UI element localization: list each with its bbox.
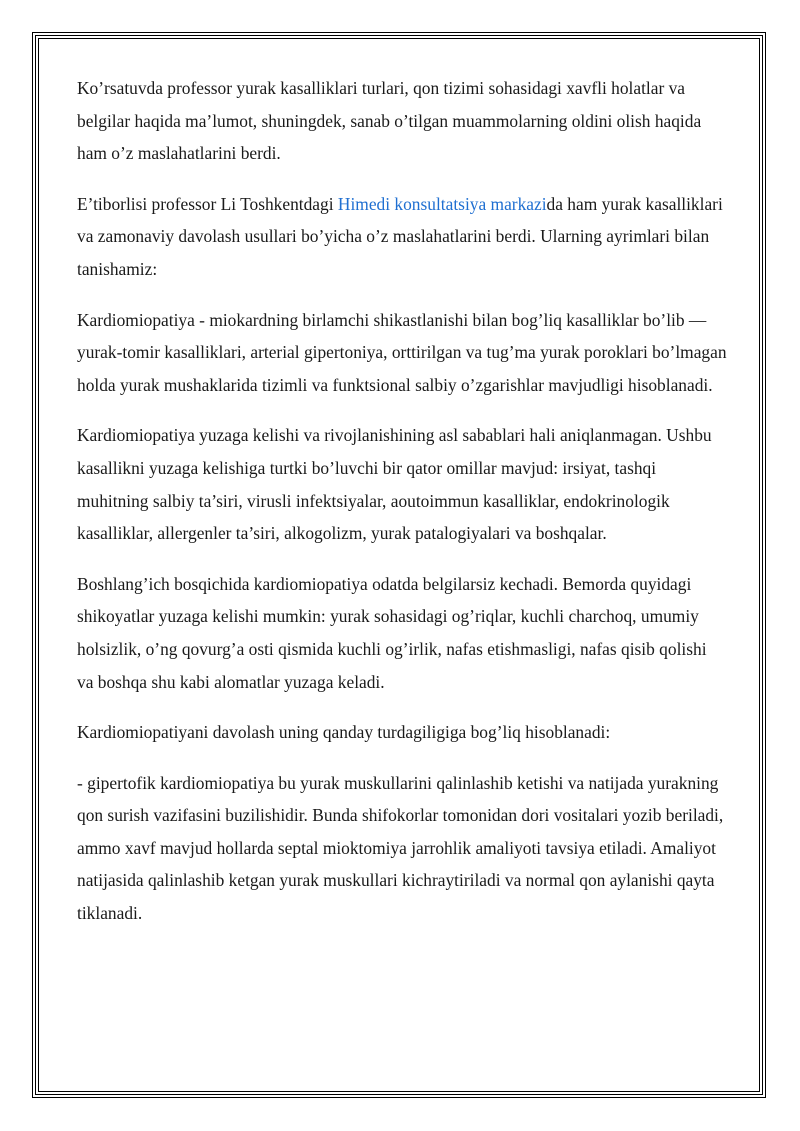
document-body bbox=[77, 72, 727, 948]
paragraph-3: Kardiomiopatiya - miokardning birlamchi shikastlanishi bilan bog’liq kasalliklar bo’lib — yurak-tomir kasalliklari, arterial gipertoniya, orttirilgan va tug’ma yurak poroklari bo’lmagan holda yurak mushaklarida tizimli va funktsional salbiy o’zgarishlar mavjudligi hisoblanadi. bbox=[77, 309, 727, 395]
paragraph-6: Kardiomiopatiyani davolash uning qanday turdagiligiga bog’liq hisoblanadi: bbox=[77, 722, 611, 743]
paragraph-5: Boshlang’ich bosqichida kardiomiopatiya odatda belgilarsiz kechadi. Bemorda quyidagi shikoyatlar yuzaga kelishi mumkin: yurak sohasidagi og’riqlar, kuchli charchoq, umumiy holsizlik, o’ng qovurg’a osti qismida kuchli og’irlik, nafas etishmasligi, nafas qisib qolishi va boshqa shu kabi alomatlar yuzaga keladi. bbox=[77, 573, 707, 692]
paragraph-2-text-after: da ham yurak kasalliklari va zamonaviy davolash usullari bo’yicha o’z maslahatlarini berdi. Ularning ayrimlari bilan tanishamiz: bbox=[77, 193, 723, 279]
paragraph-1: Ko’rsatuvda professor yurak kasalliklari turlari, qon tizimi sohasidagi xavfli holatlar va belgilar haqida ma’lumot, shuningdek, sanab o’tilgan muammolarning oldini olish haqida ham o’z maslahatlarini berdi. bbox=[77, 78, 702, 164]
himedi-consultation-link[interactable]: Himedi konsultatsiya markazi bbox=[337, 193, 547, 214]
paragraph-4: Kardiomiopatiya yuzaga kelishi va rivojlanishining asl sabablari hali aniqlanmagan. Ushbu kasallikni yuzaga kelishiga turtki bo’luvchi bir qator omillar mavjud: irsiyat, tashqi muhitning salbiy ta’siri, virusli infektsiyalar, aoutoimmun kasalliklar, endokrinologik kasalliklar, allergenler ta’siri, alkogolizm, yurak patalogiyalari va boshqalar. bbox=[77, 425, 712, 544]
paragraph-7: - gipertofik kardiomiopatiya bu yurak muskullarini qalinlashib ketishi va natijada yurakning qon surish vazifasini buzilishidir. Bunda shifokorlar tomonidan dori vositalari yozib beriladi, ammo xavf mavjud hollarda septal mioktomiya jarrohlik amaliyoti tavsiya etiladi. Amaliyot natijasida qalinlashib ketgan yurak muskullari kichraytiriladi va normal qon aylanishi qayta tiklanadi. bbox=[77, 772, 724, 924]
paragraph-2-text-before: E’tiborlisi professor Li Toshkentdagi bbox=[77, 193, 338, 214]
paragraph-2 bbox=[77, 188, 727, 286]
